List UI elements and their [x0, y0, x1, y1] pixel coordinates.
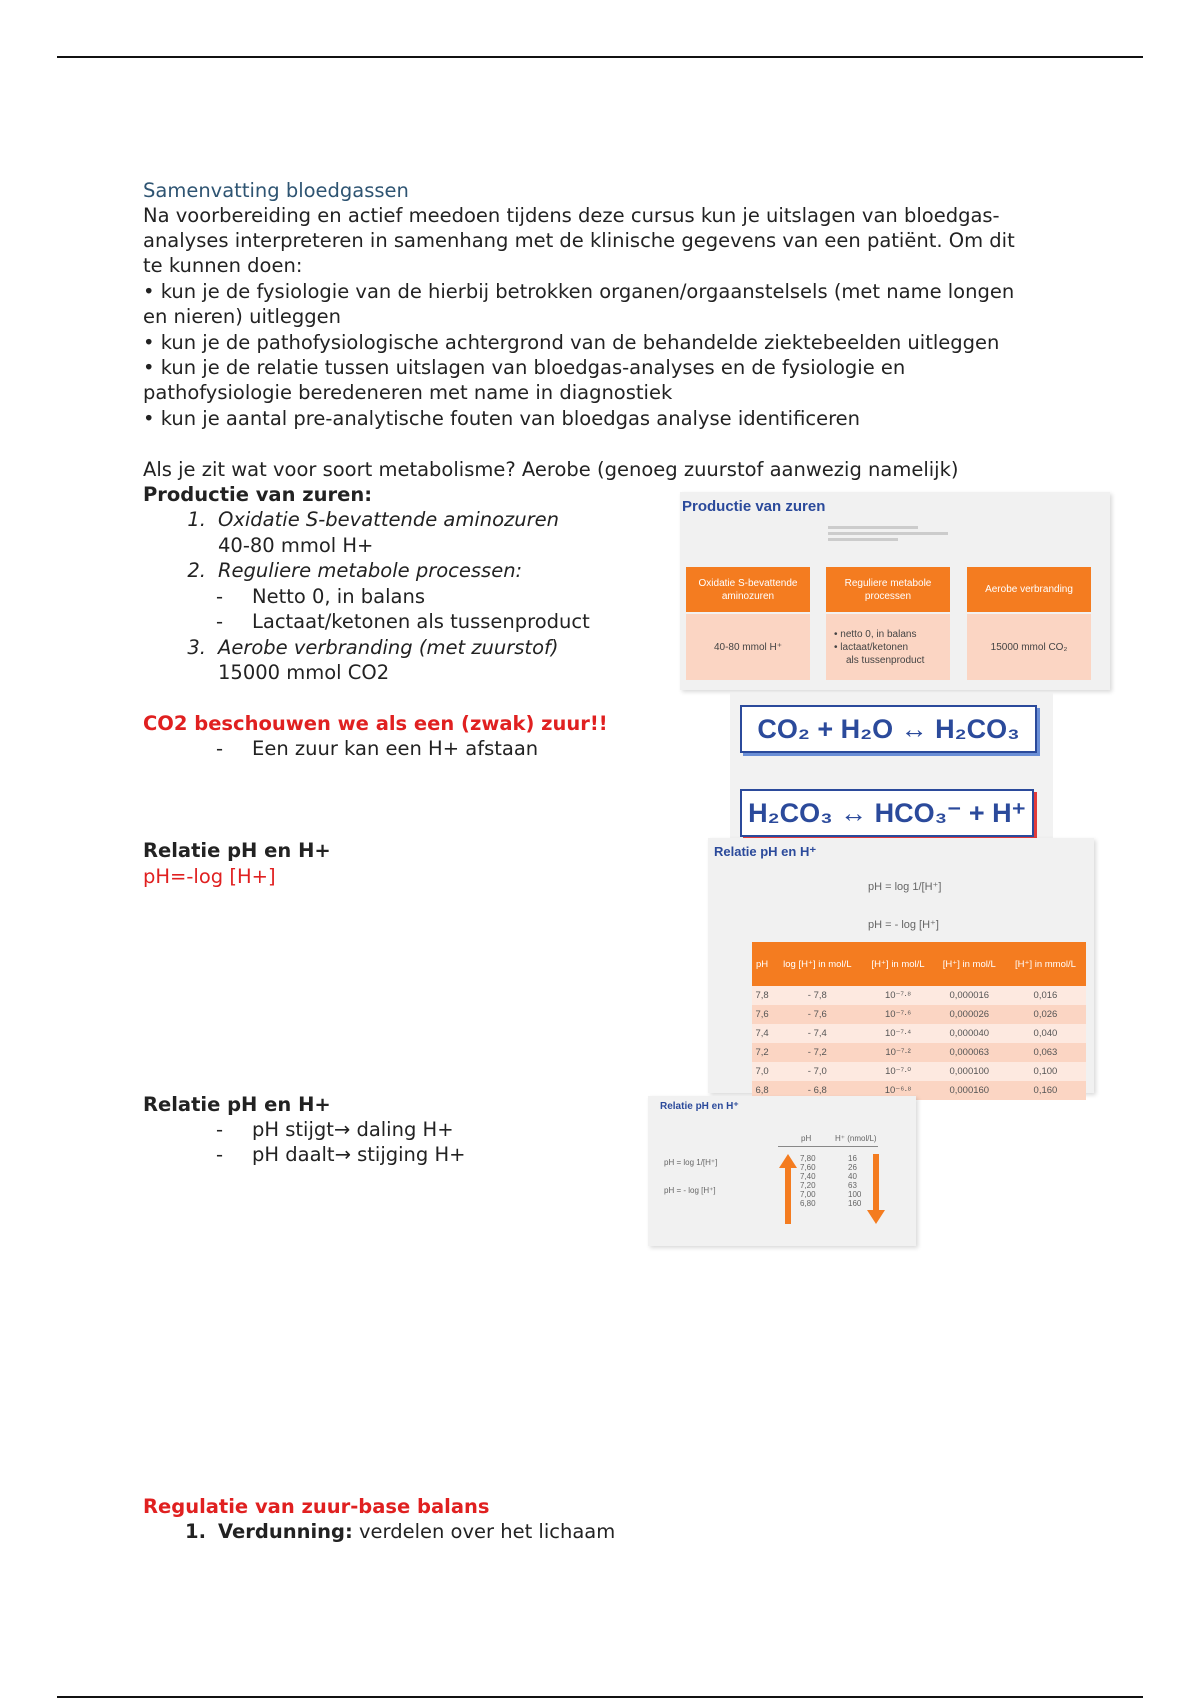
production-item-3-value: 15000 mmol CO2 — [218, 661, 390, 684]
intro-line-7: • kun je de relatie tussen uitslagen van bloedgas-analyses en de fysiologie en — [143, 356, 906, 379]
intro-line-3: te kunnen doen: — [143, 254, 303, 277]
table-cell: 10⁻⁷·² — [862, 1043, 933, 1062]
table-cell: 10⁻⁷·⁰ — [862, 1062, 933, 1081]
production-heading: Productie van zuren: — [143, 483, 373, 506]
slide-ph-arrows — [648, 1096, 916, 1246]
relatie-1-formula: pH=-log [H+] — [143, 865, 276, 888]
table-cell: 0,000100 — [934, 1062, 1005, 1081]
table-cell: 0,000160 — [934, 1081, 1005, 1100]
table-cell: 7,2 — [752, 1043, 772, 1062]
slide-3-formula-2: pH = - log [H⁺] — [868, 919, 939, 931]
slide-1-value-1: 40-80 mmol H⁺ — [686, 614, 810, 680]
slide-1-box-3: Aerobe verbranding — [967, 567, 1091, 612]
equation-1: CO₂ + H₂O ↔ H₂CO₃ — [740, 705, 1037, 753]
table-cell: 10⁻⁷·⁸ — [862, 986, 933, 1005]
table-cell: 7,8 — [752, 986, 772, 1005]
table-cell: 0,100 — [1005, 1062, 1086, 1081]
table-cell: - 6,8 — [772, 1081, 862, 1100]
intro-line-6: • kun je de pathofysiologische achtergrond van de behandelde ziektebeelden uitleggen — [143, 331, 1000, 354]
relatie-2-heading: Relatie pH en H+ — [143, 1093, 331, 1116]
production-item-2-sub-2: - Lactaat/ketonen als tussenproduct — [216, 610, 590, 633]
slide-1-title: Productie van zuren — [682, 498, 826, 515]
relatie-2-sub-2: - pH daalt→ stijging H+ — [216, 1143, 466, 1166]
table-cell: 0,000016 — [934, 986, 1005, 1005]
arrow-down-icon — [866, 1154, 886, 1224]
arrow-up-icon — [778, 1154, 798, 1224]
regulatie-heading: Regulatie van zuur-base balans — [143, 1495, 490, 1518]
table-cell: 10⁻⁶·⁸ — [862, 1081, 933, 1100]
table-row — [752, 1062, 1086, 1081]
slide-3-formula-1: pH = log 1/[H⁺] — [868, 881, 942, 893]
ph-table-header-cell: [H⁺] in mol/L — [934, 942, 1005, 986]
document-title: Samenvatting bloedgassen — [143, 179, 409, 202]
equation-2: H₂CO₃ ↔ HCO₃⁻ + H⁺ — [740, 789, 1034, 837]
ph-table-header — [752, 942, 1086, 986]
slide-4-h-values: 16 26 40 63 100 160 — [848, 1154, 862, 1208]
table-cell: 7,6 — [752, 1005, 772, 1024]
production-item-1: 1. Oxidatie S-bevattende aminozuren — [187, 508, 560, 531]
ph-table-header-cell: pH — [752, 942, 772, 986]
table-cell: 0,000040 — [934, 1024, 1005, 1043]
relatie-1-heading: Relatie pH en H+ — [143, 839, 331, 862]
production-item-3: 3. Aerobe verbranding (met zuurstof) — [187, 636, 559, 659]
slide-4-col-ph: pH — [801, 1134, 812, 1143]
slide-1-box-2: Reguliere metabole processen — [826, 567, 950, 612]
slide-4-formula-1: pH = log 1/[H⁺] — [664, 1158, 718, 1167]
table-cell: 0,160 — [1005, 1081, 1086, 1100]
table-cell: - 7,0 — [772, 1062, 862, 1081]
ph-table-header-cell: [H⁺] in mmol/L — [1005, 942, 1086, 986]
table-cell: - 7,2 — [772, 1043, 862, 1062]
table-cell: 0,000063 — [934, 1043, 1005, 1062]
table-cell: 0,026 — [1005, 1005, 1086, 1024]
slide-4-title: Relatie pH en H⁺ — [660, 1101, 739, 1112]
table-cell: - 7,8 — [772, 986, 862, 1005]
table-cell: 6,8 — [752, 1081, 772, 1100]
table-row — [752, 1024, 1086, 1043]
slide-equations — [730, 693, 1053, 843]
slide-3-title: Relatie pH en H⁺ — [714, 844, 817, 859]
table-cell: - 7,4 — [772, 1024, 862, 1043]
table-cell: - 7,6 — [772, 1005, 862, 1024]
co2-heading: CO2 beschouwen we als een (zwak) zuur!! — [143, 712, 608, 735]
regulatie-item-1: 1. Verdunning: verdelen over het lichaam — [185, 1520, 616, 1543]
intro-line-4: • kun je de fysiologie van de hierbij betrokken organen/orgaanstelsels (met name longen — [143, 280, 1015, 303]
production-item-2: 2. Reguliere metabole processen: — [187, 559, 523, 582]
table-cell: 0,016 — [1005, 986, 1086, 1005]
slide-4-divider — [778, 1146, 878, 1147]
slide-1-small-text — [828, 526, 918, 529]
slide-1-value-3: 15000 mmol CO₂ — [967, 614, 1091, 680]
table-cell: 0,040 — [1005, 1024, 1086, 1043]
table-row — [752, 1005, 1086, 1024]
ph-table-header-cell: log [H⁺] in mol/L — [772, 942, 862, 986]
relatie-2-sub-1: - pH stijgt→ daling H+ — [216, 1118, 454, 1141]
table-cell: 7,4 — [752, 1024, 772, 1043]
slide-1-value-2: • netto 0, in balans • lactaat/ketonen als tussenproduct — [826, 614, 950, 680]
intro-line-2: analyses interpreteren in samenhang met de klinische gegevens van een patiënt. Om dit — [143, 229, 1015, 252]
ph-table-header-cell: [H⁺] in mol/L — [862, 942, 933, 986]
slide-1-box-1: Oxidatie S-bevattende aminozuren — [686, 567, 810, 612]
intro-line-8: pathofysiologie beredeneren met name in diagnostiek — [143, 381, 673, 404]
table-cell: 0,063 — [1005, 1043, 1086, 1062]
slide-productie-zuren — [680, 492, 1110, 690]
intro-line-1: Na voorbereiding en actief meedoen tijdens deze cursus kun je uitslagen van bloedgas- — [143, 204, 1000, 227]
bottom-rule — [57, 1696, 1143, 1698]
production-item-2-sub-1: - Netto 0, in balans — [216, 585, 425, 608]
ph-table — [752, 942, 1086, 1100]
slide-4-formula-2: pH = - log [H⁺] — [664, 1186, 716, 1195]
top-rule — [57, 56, 1143, 58]
table-cell: 0,000026 — [934, 1005, 1005, 1024]
slide-1-small-text — [828, 532, 948, 535]
production-item-1-value: 40-80 mmol H+ — [218, 534, 374, 557]
slide-4-ph-values: 7,80 7,60 7,40 7,20 7,00 6,80 — [800, 1154, 816, 1208]
metabolism-line: Als je zit wat voor soort metabolisme? Aerobe (genoeg zuurstof aanwezig namelijk) — [143, 458, 959, 481]
table-cell: 7,0 — [752, 1062, 772, 1081]
slide-4-col-h: H⁺ (nmol/L) — [835, 1134, 877, 1143]
intro-line-5: en nieren) uitleggen — [143, 305, 342, 328]
table-cell: 10⁻⁷·⁶ — [862, 1005, 933, 1024]
slide-1-small-text — [828, 538, 898, 541]
table-row — [752, 986, 1086, 1005]
co2-sub: - Een zuur kan een H+ afstaan — [216, 737, 539, 760]
table-cell: 10⁻⁷·⁴ — [862, 1024, 933, 1043]
intro-line-9: • kun je aantal pre-analytische fouten van bloedgas analyse identificeren — [143, 407, 861, 430]
slide-ph-table — [708, 838, 1094, 1096]
table-row — [752, 1043, 1086, 1062]
